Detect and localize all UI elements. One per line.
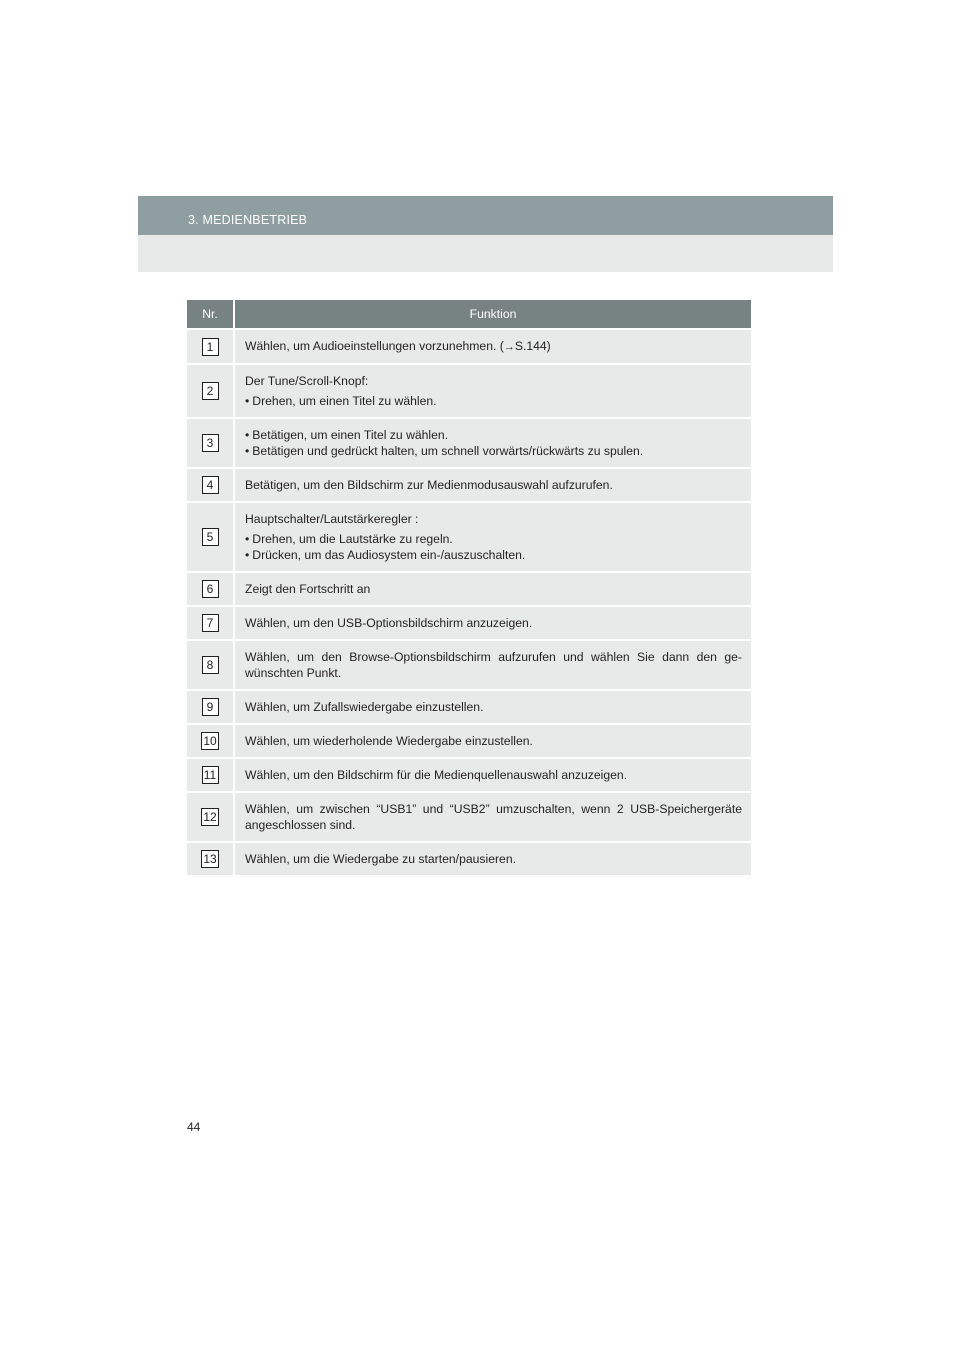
table-row — [187, 759, 751, 791]
function-cell — [235, 419, 751, 467]
table-row — [187, 503, 751, 571]
table-row — [187, 469, 751, 501]
number-badge: 1 — [202, 338, 219, 356]
table-row — [187, 691, 751, 723]
function-cell: Wählen, um wiederholende Wiedergabe einzustellen. — [235, 725, 751, 757]
number-badge: 11 — [202, 766, 219, 784]
bullet-item: • Drehen, um die Lautstärke zu regeln. — [245, 531, 742, 547]
column-header-nr: Nr. — [187, 300, 235, 328]
table-row — [187, 793, 751, 841]
function-cell — [235, 365, 751, 417]
section-header-bar — [138, 196, 833, 235]
table-header-row — [187, 300, 751, 328]
number-badge: 6 — [202, 580, 219, 598]
arrow-icon: → — [503, 341, 515, 353]
function-cell: Wählen, um die Wiedergabe zu starten/pausieren. — [235, 843, 751, 875]
table-row — [187, 607, 751, 639]
number-badge: 4 — [202, 476, 219, 494]
bullet-item: • Drehen, um einen Titel zu wählen. — [245, 393, 742, 409]
function-cell: Wählen, um den Bildschirm für die Medienquellenauswahl anzuzeigen. — [235, 759, 751, 791]
function-table — [187, 298, 751, 877]
function-cell: Wählen, um Zufallswiedergabe einzustellen. — [235, 691, 751, 723]
page-number: 44 — [187, 1120, 201, 1134]
bullet-item: • Betätigen, um einen Titel zu wählen. — [245, 427, 742, 443]
number-badge: 5 — [202, 528, 219, 546]
table-row — [187, 365, 751, 417]
function-cell: Wählen, um den USB-Optionsbildschirm anzuzeigen. — [235, 607, 751, 639]
bullet-item: • Drücken, um das Audiosystem ein-/auszuschalten. — [245, 547, 742, 563]
intro-text: Hauptschalter/Lautstärkeregler : — [245, 512, 419, 526]
number-badge: 13 — [203, 852, 217, 866]
intro-text: Der Tune/Scroll-Knopf: — [245, 374, 369, 388]
table-row — [187, 641, 751, 689]
number-badge: 10 — [203, 734, 217, 748]
number-badge: 3 — [202, 434, 219, 452]
number-badge: 9 — [202, 698, 219, 716]
function-cell — [235, 503, 751, 571]
number-badge: 12 — [203, 810, 217, 824]
table-row — [187, 843, 751, 875]
number-badge: 8 — [202, 656, 219, 674]
function-cell: Zeigt den Fortschritt an — [235, 573, 751, 605]
table-row — [187, 725, 751, 757]
table-row — [187, 573, 751, 605]
function-cell: Wählen, um den Browse-Optionsbildschirm aufzurufen und wählen Sie dann den ge-wünschten Punkt. — [235, 641, 751, 689]
table-row — [187, 330, 751, 363]
section-title: 3. MEDIENBETRIEB — [188, 213, 308, 227]
column-header-funktion: Funktion — [235, 300, 751, 328]
number-badge: 7 — [202, 614, 219, 632]
function-cell: Wählen, um Audioeinstellungen vorzunehmen. (→S.144) — [235, 330, 751, 363]
function-cell: Betätigen, um den Bildschirm zur Medienmodusauswahl aufzurufen. — [235, 469, 751, 501]
function-cell: Wählen, um zwischen “USB1” und “USB2” umzuschalten, wenn 2 USB-Speichergeräte angeschlossen sind. — [235, 793, 751, 841]
section-header-band — [138, 235, 833, 272]
table-row — [187, 419, 751, 467]
bullet-item: • Betätigen und gedrückt halten, um schnell vorwärts/rückwärts zu spulen. — [245, 443, 742, 459]
number-badge: 2 — [202, 382, 219, 400]
